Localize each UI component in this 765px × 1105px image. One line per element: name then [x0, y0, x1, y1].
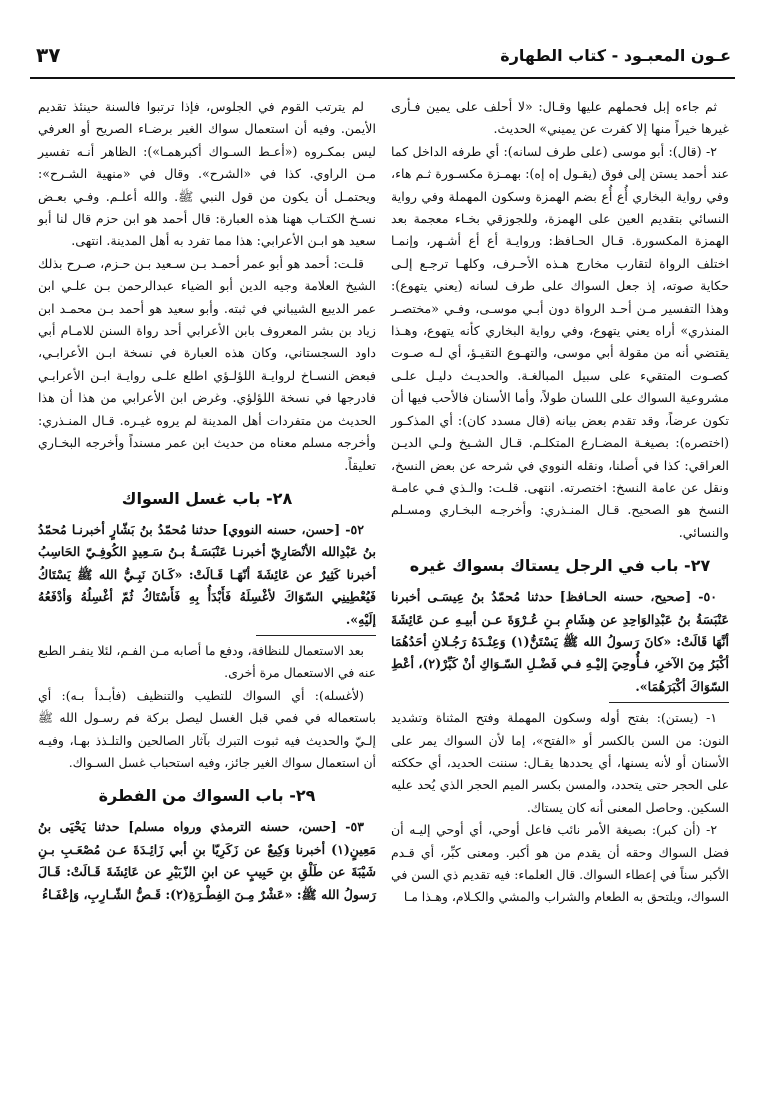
commentary-paragraph: ثم جاءه إبل فحملهم عليها وقـال: «لا أحلف على يمين فـأرى غيرها خيراً منها إلا كفرت عن يميني» الحديث.: [391, 99, 729, 137]
commentary-paragraph: قلـت: أحمد هو أبو عمر أحمـد بـن سـعيد بـن حـزم، صـرح بذلك الشيخ العلامة وجيه الدين أبو الضياء عبدالرحمن بـن علـي ابن عمر الديبع الشيباني في ثبته. وأبو سعيد هو أحمد بـن محمـد ابن زياد بن بشر المعروف بابن الأعرابي أحد رواة السنن للامـام أبي داود السجستاني، وكان هذه العبارة في نسخة ابـن الأعرابـي، فبعض النسـاخ لروايـة اللؤلـؤي اطلع علـى روايـة ابـن الأعرابـي فادرجها في نسخة اللؤلؤي. وغرض ابن الأعرابي من هذا أن هذا الحديث من متفردات أهل المدينة لم يروه غيـره. قـال المنـذري: وأخرجه مسلم معناه من حديث ابن عمر مسنداً وأخرجه البخـاري تعليقاً.: [38, 255, 376, 473]
commentary-paragraph: لم يترتب القوم في الجلوس، فإذا ترتبوا فالسنة حينئذ تقديم الأيمن. وفيه أن استعمال سواك الغير برضـاء الصريح أو العرفي ليس بمكـروه («أعـط السـواك أكبرهمـا»): الظاهر أنـه تفسير مـن الراوي. كذا في «الشرح». وقال في «منهية الشـرح»: ويحتمـل أن يكون من قول النبي ﷺ. والله أعلـم. وفـي بعـض نسـخ الكتـاب ههنا هذه العبارة: قال أحمد هو ابن حزم قال لنا أبو سعيد هو ابـن الأعرابي: هذا مما تفرد به أهل المدينة. انتهى.: [38, 99, 376, 249]
chapter-heading: ٢٩- باب السواك من الفطرة: [98, 786, 316, 806]
commentary-note: (لأغسله): أي السواك للتطيب والتنظيف (فأبـدأ بـه): أي باستعماله في فمي قبل الغسل ليصل بركة فم رسـول الله ﷺ إلـيّ والحديث فيه ثبوت التبرك بآثار الصالحين والتلـذذ بهـا، وفيـه أن استعمال سواك الغير جائز، وفيه استحباب غسل السـواك.: [38, 687, 376, 770]
hadith-text: ٥٢- [حسن، حسنه النووي] حدثنا مُحمّدُ بنُ بَشّارٍ أخبرنـا مُحمّدُ بنُ عَبْدِالله الأنْصَارِيّ أخبرنـا عَنْبَسَـةُ بـنُ سَـعِيدٍ الكُوفِـيّ الحَاسِبُ أخبرنا كَثِيرٌ عن عَائِشَةَ أنّهَـا قَـالَتْ: «كَـانَ نَبِـيُّ الله ﷺ يَسْتَاكُ فَيُعْطِينِي السّوَاكَ لأغْسِلَهُ فَأَبْدَأُ بِهِ فَأَسْتَاكُ ثُمّ أغْسِلُهُ وَأدْفَعُهُ إلَيْهِ».: [38, 521, 376, 627]
right-column: [391, 96, 729, 909]
hadith-text: ٥٣- [حسن، حسنه الترمذي ورواه مسلم] حدثنا يَحْيَى بنُ مَعِينٍ(١) أخبرنا وَكِيعٌ عن زَكَرِيّا بنِ أبي زَائِـدَةَ عـن مُصْعَـبِ بـنِ شَيْبَةَ عن طَلْقِ بنِ حَبِيبٍ عن ابنِ الزّبَيْرِ عن عَائِشَةَ قَـالَتْ: قَـالَ رَسولُ الله ﷺ: «عَشْرٌ مِـنَ الفِطْـرَةِ(٢): قَـصُّ الشّـارِبِ، وَإعْفَـاءُ: [38, 819, 376, 902]
footnote-divider: [256, 635, 376, 636]
page-number: ٣٧: [36, 43, 61, 67]
hadith-text: ٥٠- [صحيح، حسنه الحـافظ] حدثنا مُحمّدُ بنُ عِيسَـى أخبرنا عَنْبَسَةُ بنُ عَبْدِالوَاحِدِ عن هِشَامِ بـنِ عُـرْوَةَ عـن أبيـهِ عـن عَائِشَةَ أنَّهَا قَالَتْ: «كانَ رَسولُ الله ﷺ يَسْتَنُّ(١) وَعِنْـدَهُ رَجُـلانِ أحَدُهُمَا أكْبَرُ مِنَ الآخرِ، فـأُوحِيَ إليْـهِ فـي فَضْـلِ السّـوَاكِ أنْ كَبِّرْ(٢)، أعْطِ السّوَاكَ أكْبَرَهُمَا».: [391, 589, 729, 694]
chapter-heading: ٢٧- باب في الرجل يستاك بسواك غيره: [409, 556, 711, 576]
footnote-divider: [609, 702, 729, 703]
running-header: [30, 38, 735, 72]
commentary-note: ١- (يستن): بفتح أوله وسكون المهملة وفتح المثناة وتشديد النون: من السن بالكسر أو «الفتح»، إما لأن السواك يمر على الأسنان أو لأنه يسنها، أي يحددها يقـال: سننت الحديد، أي حككته على الحجر حتى يتحدد، والمسن بكسر الميم الحجر الذي يُحد عليه السكين. وحاصل المعنى أنه كان يستاك.: [391, 710, 729, 815]
commentary-note: بعد الاستعمال للنظافة، ودفع ما أصابه مـن الفـم، لئلا ينفـر الطبع عنه في الاستعمال مرة أخرى.: [38, 642, 376, 681]
left-column: [38, 96, 376, 906]
header-rule: [30, 77, 735, 79]
running-title: عـون المعبـود - كتاب الطهارة: [500, 45, 731, 65]
commentary-note: ٢- (أن كبر): بصيغة الأمر نائب فاعل أوحي، أي أوحي إليـه أن فضل السواك وحقه أن يقدم من هو أكبر. ومعنى كبِّر، أي قـدم الأكبر سناً في إعطاء السواك. قال العلماء: فيه تقديم ذي السن في السواك، ويلتحق به الطعام والشراب والمشي والكـلام، وهـذا مـا: [391, 822, 729, 905]
chapter-heading: ٢٨- باب غسل السواك: [121, 488, 293, 508]
commentary-paragraph: ٢- (قال): أبو موسى (على طرف لسانه): أي طرفه الداخل كما عند أحمد يستن إلى فوق (يقـول إه إه): بهمـزة مكسـورة ثـم هاء، وفي رواية البخاري أُع أُع بضم الهمزة وسكون المهملة وفي رواية النسائي بتقديم العين على الهمزة، وللجوزقي بخـاء معجمة بعد الهمزة المكسورة. قـال الحـافظ: وروايـة أع أع أشـهر، وإنمـا اختلف الرواة لتقارب مخارج هـذه الأحـرف، وكلهـا ترجـع إلـى حكاية صوته، إذ جعل السواك على طرف لسانه (يعني يتهوع): وهذا التفسير مـن أحـد الرواة دون أبـي موسـى، وفـي «مختصـر المنذري» أراه يعني يتهوع، وفي رواية البخاري كأنه يتهوع، وهـذا يقتضي أنه من مقولة أبي موسى، والتهـوع التقيـؤ، أي لـه صـوت كصـوت المتقيء على سبيل المبالغـة. والحديـث دليـل علـى مشروعية السواك على اللسان طولاً، وأما الأسنان فالأحب فيها أن تكون عرضاً، وقد تقدم بعض بيانه (قال مسدد كان): أي المذكـور (اختصره): بصيغـة المضـارع المتكلـم. قـال الشـيخ ولـي الديـن العراقي: كذا في أصلنا، ونقله النووي في شرحه عن بعض النسخ، ونقل عن عامة النسخ: اختصرته. انتهى. قلـت: والـذي فـي عامـة النسخ هو الصحيح. قـال المنـذري: وأخرجـه البخـاري ومسـلم والنسائي.: [391, 143, 729, 540]
